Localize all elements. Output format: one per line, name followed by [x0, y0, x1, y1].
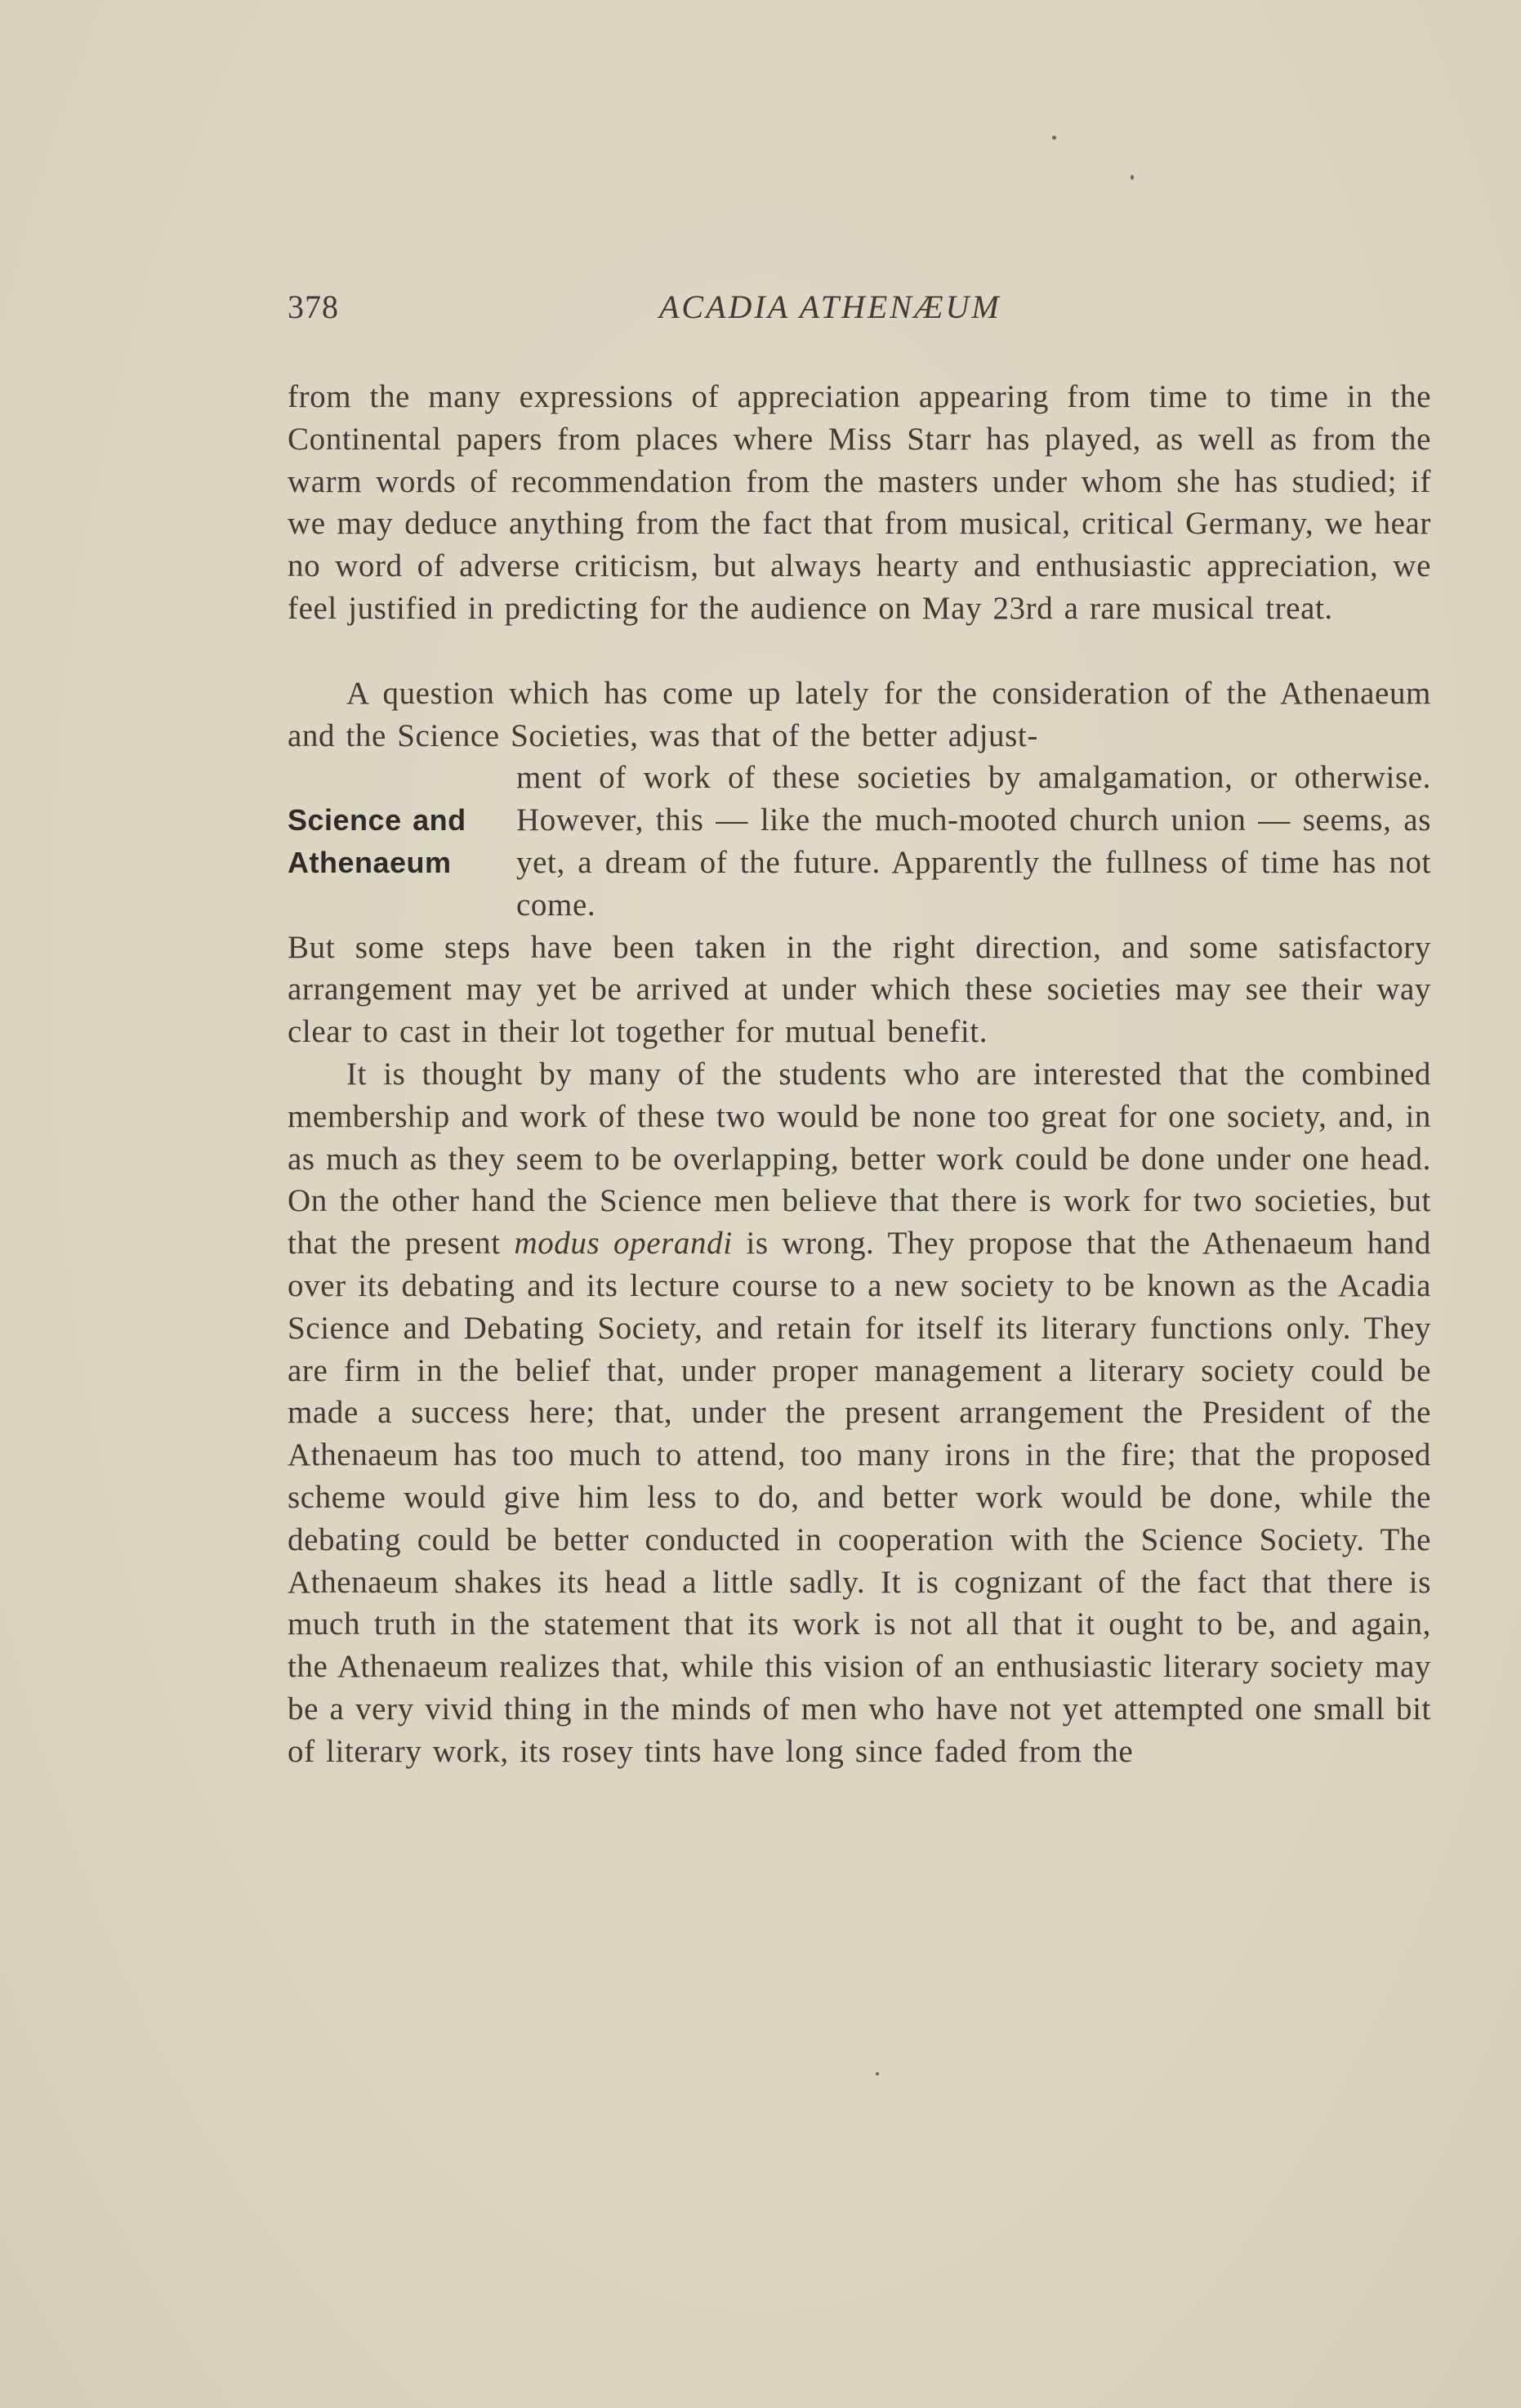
paper-speck [1131, 175, 1134, 180]
side-text [516, 757, 1431, 926]
side-heading-line: Athenaeum [288, 846, 452, 880]
paragraph-text: is wrong. They propose that the Athenaeum hand over its debating and its lecture course to a new society to be known as the Acadia Science and Debating Society, and retain for itself its literary functions only. They are firm in the belief that, under proper management a literary society could be made a success here; that, under the present arrangement the President of the Athenaeum has too much to attend, too many irons in the fire; that the proposed scheme would give him less to do, and better work would be done, while the debating could be better conducted in cooperation with the Science Society. The Athenaeum shakes its head a little sadly. It is cognizant of the fact that there is much truth in the statement that its work is not all that it ought to be, and again, the Athenaeum realizes that, while this vision of an enthusiastic literary society may be a very vivid thing in the minds of men who have not yet attempted one small bit of literary work, its rosey tints have long since faded from the [288, 1226, 1431, 1769]
article-body [288, 376, 1431, 1773]
italic-phrase: modus operandi [514, 1226, 733, 1262]
page-header [288, 288, 1431, 328]
paragraph-side: ment of work of these societies by amalgamation, or otherwise. However, this — like the much-mooted church union — seems, as yet, a dream of the future. Apparently the fullness of time has not come. [516, 760, 1431, 923]
paper-speck [1052, 136, 1056, 140]
paragraph-lead: A question which has come up lately for the consideration of the Athenaeum and the Science Societies, was that of the better adjust- [288, 675, 1431, 753]
side-heading [288, 757, 516, 926]
paragraph-continuation: from the many expressions of appreciation appearing from time to time in the Continental papers from places where Miss Starr has played, as well as from the warm words of recommendation from the masters under whom she has studied; if we may deduce anything from the fact that from musical, critical Germany, we hear no word of adverse criticism, but always hearty and enthusiastic appreciation, we feel justified in predicting for the audience on May 23rd a rare musical treat. [288, 379, 1431, 626]
paragraph-tail: But some steps have been taken in the right direction, and some satisfactory arrangement may yet be arrived at under which these societies may see their way clear to cast in their lot together for mutual benefit. [288, 929, 1431, 1050]
side-heading-line: Science and [288, 803, 466, 838]
paragraph [288, 1053, 1431, 1773]
paragraph-text: It is thought by many of the students who are interested that the combined membership and work of these two would be none too great for one society, and, in as much as they seem to be overlapping, better work could be done under one head. On the other hand the Science men believe that there is work for two societies, but that the present [288, 1056, 1431, 1262]
side-heading-block [288, 757, 1431, 926]
page-number: 378 [288, 288, 339, 325]
running-title: ACADIA ATHENÆUM [659, 288, 1001, 325]
paper-speck [876, 2072, 879, 2075]
